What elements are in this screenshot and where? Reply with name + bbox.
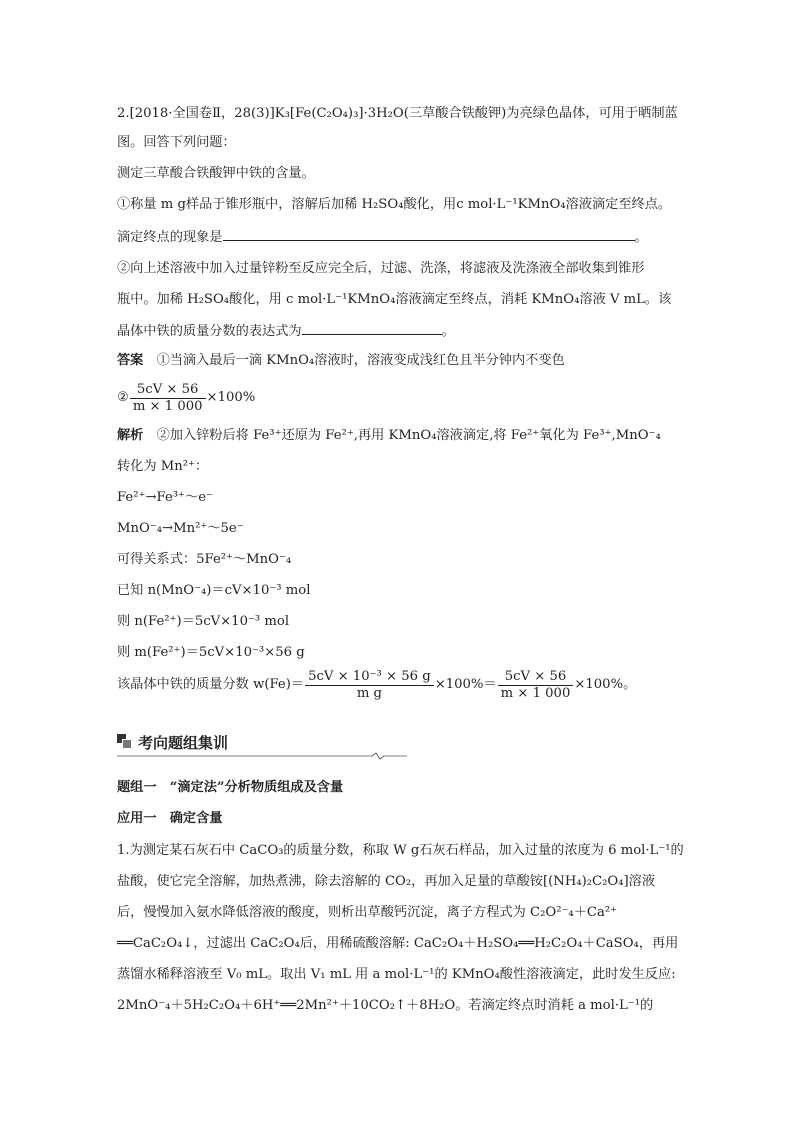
fraction-denominator: m × 1 000 bbox=[500, 685, 571, 701]
circle-number: ② bbox=[117, 390, 129, 405]
formula-suffix: ×100%。 bbox=[574, 677, 637, 692]
fraction-numerator: 5cV × 10⁻³ × 56 g bbox=[305, 669, 434, 686]
question-2-mass-fraction-prompt bbox=[117, 322, 455, 341]
answer-fraction bbox=[130, 382, 206, 415]
group-title: 题组一 “滴定法”分析物质组成及含量 bbox=[117, 780, 344, 795]
known-amount: 已知 n(MnO⁻₄)＝cV×10⁻³ mol bbox=[117, 583, 311, 598]
answer-blank[interactable] bbox=[223, 228, 635, 241]
question-1-line-2: 盐酸，使它完全溶解，加热煮沸，除去溶解的 CO₂，再加入足量的草酸铵[(NH₄)₂C₂O₄]溶液 bbox=[117, 874, 656, 889]
relationship: 可得关系式：5Fe²⁺～MnO⁻₄ bbox=[117, 552, 292, 567]
fraction-1 bbox=[305, 669, 434, 702]
application-title: 应用一 确定含量 bbox=[117, 811, 223, 826]
question-2-intro: 测定三草酸合铁酸钾中铁的含量。 bbox=[117, 166, 315, 181]
equation-mno4: MnO⁻₄→Mn²⁺～5e⁻ bbox=[117, 521, 244, 536]
analysis-label: 解析 bbox=[117, 428, 144, 443]
answer-label: 答案 bbox=[117, 353, 144, 368]
question-2-line-1: 2.[2018·全国卷Ⅱ，28(3)]K₃[Fe(C₂O₄)₃]·3H₂O(三草酸合铁酸钾)为亮绿色晶体，可用于晒制蓝 bbox=[117, 106, 678, 121]
question-1-line-4: ══CaC₂O₄↓，过滤出 CaC₂O₄后，用稀硫酸溶解: CaC₂O₄＋H₂SO₄══H₂C₂O₄＋CaSO₄，再用 bbox=[117, 936, 679, 951]
question-2-part-2-line-1: ②向上述溶液中加入过量锌粉至反应完全后，过滤、洗涤，将滤液及洗涤液全部收集到锥形 bbox=[117, 261, 645, 276]
fraction-numerator: 5cV × 56 bbox=[130, 382, 206, 399]
fe-mass: 则 m(Fe²⁺)＝5cV×10⁻³×56 g bbox=[117, 645, 305, 660]
question-1-line-5: 蒸馏水稀释溶液至 V₀ mL。取出 V₁ mL 用 a mol·L⁻¹的 KMnO₄酸性溶液滴定，此时发生反应: bbox=[117, 967, 676, 982]
question-1-line-6: 2MnO⁻₄＋5H₂C₂O₄＋6H⁺══2Mn²⁺＋10CO₂↑＋8H₂O。若滴定终点时消耗 a mol·L⁻¹的 bbox=[117, 998, 654, 1013]
answer-line-2 bbox=[117, 381, 255, 416]
fraction-denominator: m g bbox=[356, 685, 382, 701]
equation-fe: Fe²⁺→Fe³⁺～e⁻ bbox=[117, 490, 213, 505]
analysis-line-1 bbox=[117, 427, 661, 445]
question-1-line-3: 后，慢慢加入氨水降低溶液的酸度，则析出草酸钙沉淀，离子方程式为 C₂O²⁻₄＋Ca²⁺ bbox=[117, 905, 618, 920]
fraction-2 bbox=[498, 669, 574, 702]
question-2-part-1: ①称量 m g样品于锥形瓶中，溶解后加稀 H₂SO₄酸化，用c mol·L⁻¹KMnO₄溶液滴定至终点。 bbox=[117, 197, 672, 212]
formula-middle: ×100%＝ bbox=[434, 677, 497, 692]
prompt-text: 晶体中铁的质量分数的表达式为 bbox=[117, 324, 302, 339]
prompt-end: 。 bbox=[441, 324, 455, 339]
analysis-text: ②加入锌粉后将 Fe³⁺还原为 Fe²⁺,再用 KMnO₄溶液滴定,将 Fe²⁺氧化为 Fe³⁺,MnO⁻₄ bbox=[156, 428, 661, 443]
analysis-line-2: 转化为 Mn²⁺： bbox=[117, 459, 209, 474]
fraction-denominator: m × 1 000 bbox=[132, 398, 203, 414]
section-title: 考向题组集训 bbox=[138, 734, 229, 752]
formula-prefix: 该晶体中铁的质量分数 w(Fe)＝ bbox=[117, 677, 305, 692]
question-1-line-1: 1.为测定某石灰石中 CaCO₃的质量分数，称取 W g石灰石样品，加入过量的浓度为 6 mol·L⁻¹的 bbox=[117, 843, 684, 858]
fraction-numerator: 5cV × 56 bbox=[498, 669, 574, 686]
question-2-line-2: 图。回答下列问题： bbox=[117, 135, 236, 150]
answer-line-1 bbox=[117, 352, 565, 370]
fe-amount: 则 n(Fe²⁺)＝5cV×10⁻³ mol bbox=[117, 614, 290, 629]
section-square-icon bbox=[117, 734, 132, 749]
prompt-text: 滴定终点的现象是 bbox=[117, 230, 223, 245]
percent-suffix: ×100% bbox=[206, 390, 256, 405]
mass-fraction-formula bbox=[117, 667, 636, 704]
answer-text: ①当滴入最后一滴 KMnO₄溶液时，溶液变成浅红色且半分钟内不变色 bbox=[156, 353, 565, 368]
prompt-end: 。 bbox=[634, 230, 648, 245]
question-2-part-2-line-2: 瓶中。加稀 H₂SO₄酸化，用 c mol·L⁻¹KMnO₄溶液滴定至终点，消耗 KMnO₄溶液 V mL。该 bbox=[117, 292, 672, 307]
answer-blank[interactable] bbox=[302, 322, 442, 335]
section-divider bbox=[117, 752, 407, 760]
question-2-endpoint-prompt bbox=[117, 228, 648, 247]
